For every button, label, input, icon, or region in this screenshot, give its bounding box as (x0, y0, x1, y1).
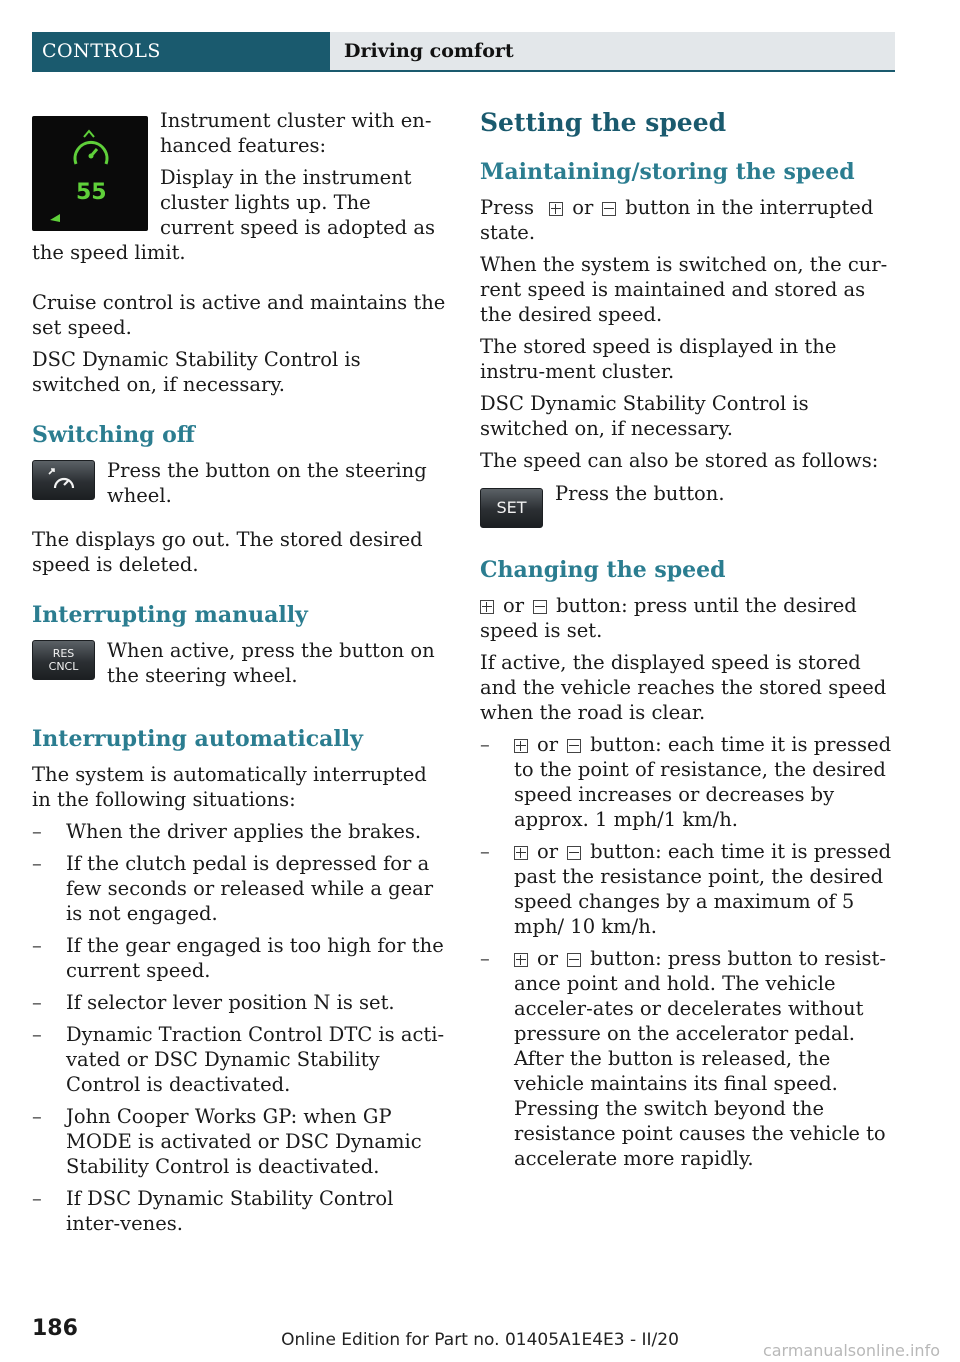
press-word: Press (480, 196, 534, 219)
or-word: or (537, 733, 559, 756)
intro-paragraph: Instrument cluster with en-hanced features: (160, 109, 432, 157)
changing-line-rest: button: press until the desired speed is set. (480, 594, 857, 642)
intro-paragraph: DSC Dynamic Stability Control is switched on, if necessary. (32, 348, 361, 396)
cruise-control-button-image (32, 460, 95, 500)
watermark: carmanualsonline.info (762, 1341, 940, 1360)
plus-button-icon (514, 846, 528, 860)
list-item (480, 839, 896, 939)
list-item-text: button: each time it is pressed past the resistance point, the desired speed changes by a maximum of 5 mph/ 10 km/h. (514, 840, 892, 938)
set-button-image (480, 488, 543, 528)
set-text: Press the button. (555, 482, 725, 505)
or-word: or (503, 594, 525, 617)
or-word: or (537, 947, 559, 970)
changing-speed-heading: Changing the speed (480, 557, 726, 583)
minus-button-icon (567, 953, 581, 967)
page-number: 186 (32, 1316, 78, 1341)
list-item: – When the driver applies the brakes. (32, 819, 448, 844)
interrupting-manually-heading: Interrupting manually (32, 602, 308, 628)
right-column (480, 108, 896, 1178)
list-item: – If the clutch pedal is depressed for a few seconds or released while a gear is not engaged. (32, 851, 448, 926)
minus-button-icon (567, 739, 581, 753)
changing-paragraph: If active, the displayed speed is stored and the vehicle reaches the stored speed when the road is clear. (480, 651, 887, 724)
cncl-label: CNCL (48, 660, 79, 673)
res-label: RES (52, 647, 75, 660)
maintaining-heading: Maintaining/storing the speed (480, 159, 855, 185)
or-word: or (537, 840, 559, 863)
plus-button-icon (514, 739, 528, 753)
cluster-speed-value: 55 (76, 180, 107, 205)
speed-change-list (480, 732, 896, 1171)
maintaining-text: When the system is switched on, the cur-rent speed is maintained and stored as the desired speed. (480, 253, 888, 326)
switching-off-text: Press the button on the steering wheel. (107, 459, 427, 507)
maintaining-text: The stored speed is displayed in the instru-ment cluster. (480, 335, 837, 383)
minus-button-icon (602, 202, 616, 216)
cruise-control-gauge-icon (32, 116, 148, 231)
plus-button-icon (514, 953, 528, 967)
interrupting-automatically-intro: The system is automatically interrupted in the following situations: (32, 763, 427, 811)
switching-off-text: The displays go out. The stored desired speed is deleted. (32, 528, 423, 576)
switching-off-heading: Switching off (32, 422, 195, 448)
minus-button-icon (533, 600, 547, 614)
list-item-text: button: each time it is pressed to the point of resistance, the desired speed increases or decreases by approx. 1 mph/1 km/h. (514, 733, 892, 831)
edition-note: Online Edition for Part no. 01405A1E4E3 - II/20 (281, 1330, 679, 1350)
maintaining-press-text (480, 195, 896, 245)
instrument-cluster-image (32, 116, 148, 231)
interruption-conditions-list (32, 819, 448, 1236)
res-cncl-button-image (32, 640, 95, 680)
cruise-control-button-icon (33, 461, 96, 501)
interrupting-automatically-heading: Interrupting automatically (32, 726, 363, 752)
list-item: – Dynamic Traction Control DTC is acti-vated or DSC Dynamic Stability Control is deactivated. (32, 1022, 448, 1097)
changing-line (480, 593, 896, 643)
page-header (32, 32, 895, 70)
set-label: SET (496, 498, 527, 517)
intro-paragraph: Display in the instrument cluster lights up. The current speed is adopted as the speed limit. (32, 166, 435, 264)
maintaining-text: DSC Dynamic Stability Control is switched on, if necessary. (480, 392, 809, 440)
list-item-text: button: press button to resist-ance point and hold. The vehicle acceler-ates or decelerates without pressure on the accelerator pedal. After the button is released, the vehicle maintains its final speed. Pressing the switch beyond the resistance point causes the vehicle to accelerate more rapidly. (514, 947, 886, 1170)
minus-button-icon (567, 846, 581, 860)
header-rule (32, 70, 895, 72)
list-item: – John Cooper Works GP: when GP MODE is activated or DSC Dynamic Stability Control is deactivated. (32, 1104, 448, 1179)
list-item (480, 732, 896, 832)
maintaining-text: The speed can also be stored as follows: (480, 449, 879, 472)
section-label: CONTROLS (32, 32, 330, 70)
press-rest: button in the interrupted state. (480, 196, 874, 244)
left-column (32, 108, 448, 1243)
interrupting-manually-text: When active, press the button on the steering wheel. (107, 639, 435, 687)
plus-button-icon (549, 202, 563, 216)
list-item (480, 946, 896, 1171)
intro-paragraph: Cruise control is active and maintains the set speed. (32, 291, 446, 339)
list-item: – If selector lever position N is set. (32, 990, 448, 1015)
setting-speed-title: Setting the speed (480, 108, 727, 137)
list-item: – If DSC Dynamic Stability Control inter-venes. (32, 1186, 448, 1236)
or-word: or (572, 196, 594, 219)
plus-button-icon (480, 600, 494, 614)
chapter-title: Driving comfort (330, 32, 895, 70)
list-item: – If the gear engaged is too high for the current speed. (32, 933, 448, 983)
